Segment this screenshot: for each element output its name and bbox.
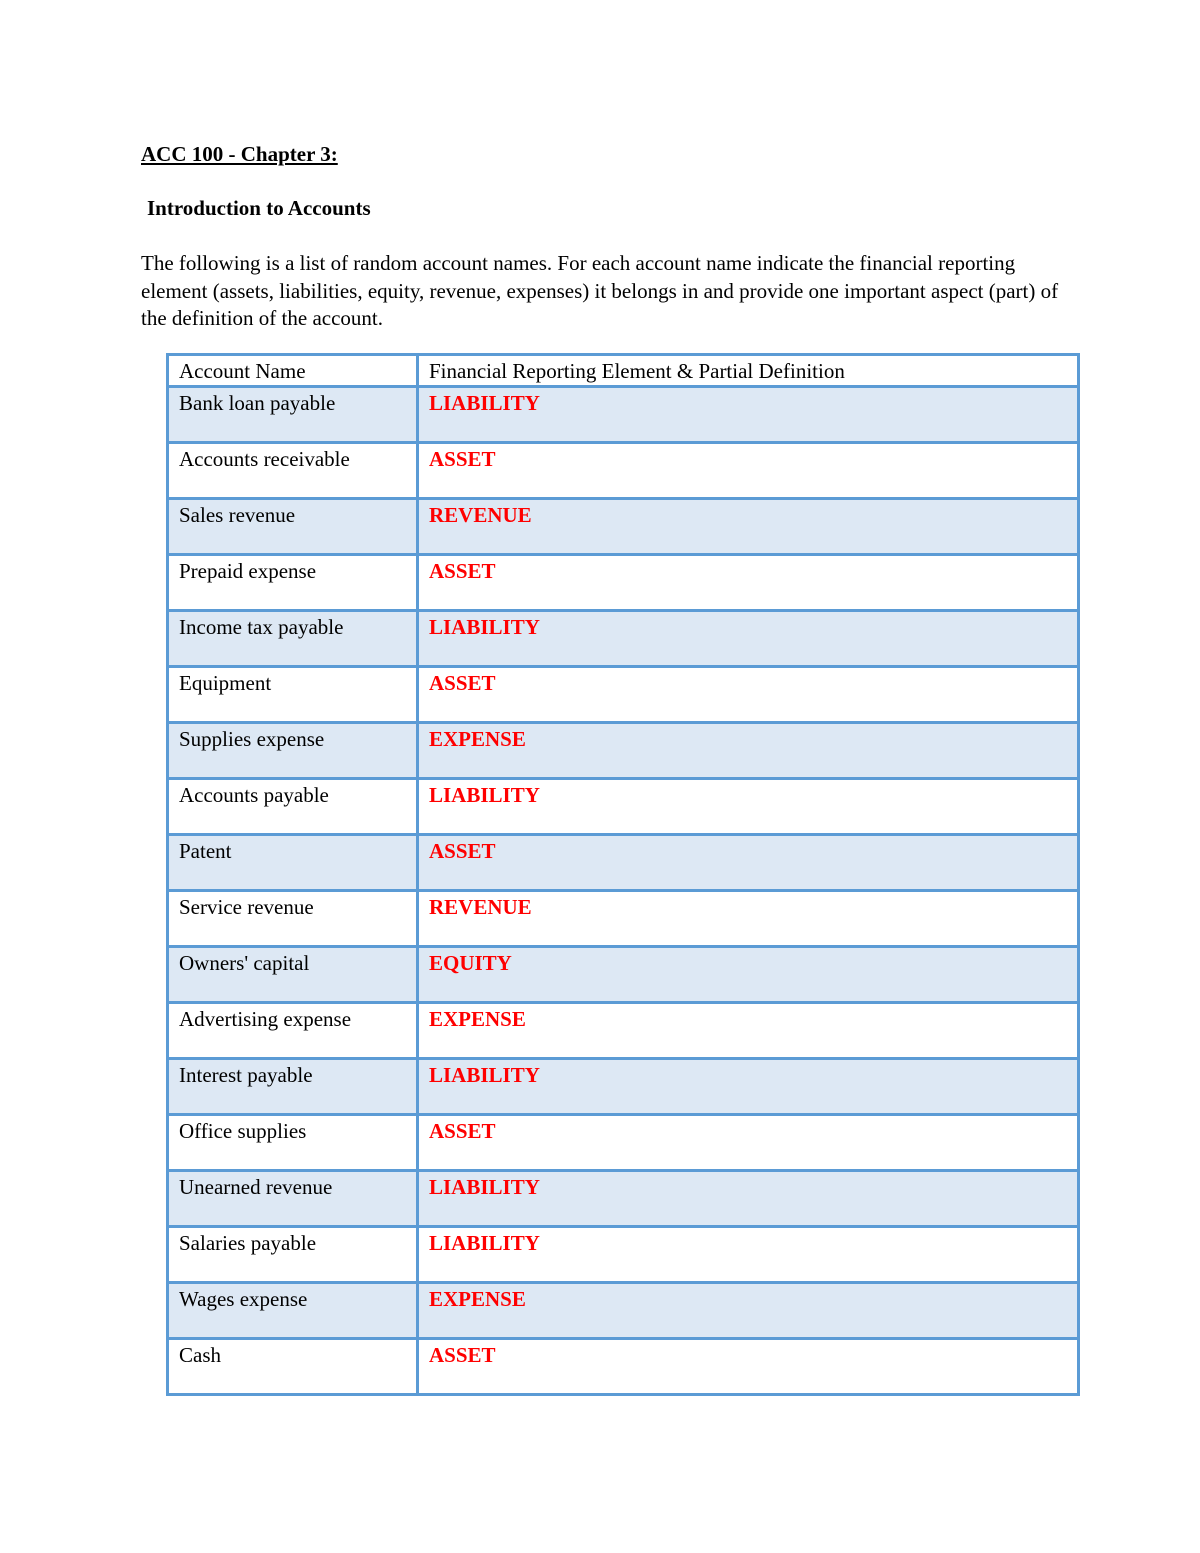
table-row — [168, 1059, 1079, 1115]
account-name-cell: Bank loan payable — [168, 387, 418, 443]
element-cell: LIABILITY — [418, 387, 1079, 443]
table-row — [168, 1115, 1079, 1171]
table-row — [168, 667, 1079, 723]
element-cell: EXPENSE — [418, 1283, 1079, 1339]
table-row — [168, 387, 1079, 443]
table-row — [168, 947, 1079, 1003]
element-cell: LIABILITY — [418, 1171, 1079, 1227]
table-row — [168, 1003, 1079, 1059]
element-cell: ASSET — [418, 667, 1079, 723]
element-cell: REVENUE — [418, 891, 1079, 947]
element-cell: LIABILITY — [418, 779, 1079, 835]
element-cell: ASSET — [418, 555, 1079, 611]
table-row — [168, 891, 1079, 947]
table-row — [168, 499, 1079, 555]
account-name-cell: Sales revenue — [168, 499, 418, 555]
account-name-cell: Supplies expense — [168, 723, 418, 779]
element-cell: REVENUE — [418, 499, 1079, 555]
table-header-row — [168, 355, 1079, 387]
account-name-cell: Service revenue — [168, 891, 418, 947]
account-name-cell: Office supplies — [168, 1115, 418, 1171]
header-element-definition: Financial Reporting Element & Partial Definition — [418, 355, 1079, 387]
element-cell: EQUITY — [418, 947, 1079, 1003]
element-cell: LIABILITY — [418, 1059, 1079, 1115]
element-cell: EXPENSE — [418, 723, 1079, 779]
account-name-cell: Cash — [168, 1339, 418, 1395]
account-name-cell: Accounts payable — [168, 779, 418, 835]
table-row — [168, 835, 1079, 891]
account-name-cell: Equipment — [168, 667, 418, 723]
table-row — [168, 555, 1079, 611]
header-account-name: Account Name — [168, 355, 418, 387]
section-title: Introduction to Accounts — [147, 196, 371, 220]
account-name-cell: Unearned revenue — [168, 1171, 418, 1227]
table-row — [168, 779, 1079, 835]
table-row — [168, 443, 1079, 499]
account-name-cell: Patent — [168, 835, 418, 891]
account-name-cell: Salaries payable — [168, 1227, 418, 1283]
instructions-paragraph: The following is a list of random account names. For each account name indicate the financial reporting element (assets, liabilities, equity, revenue, expenses) it belongs in and provide one important aspect (part) of the definition of the account. — [141, 251, 1059, 330]
account-name-cell: Prepaid expense — [168, 555, 418, 611]
page-title: ACC 100 - Chapter 3: — [141, 142, 338, 166]
table-row — [168, 611, 1079, 667]
accounts-table — [166, 353, 1080, 1396]
element-cell: LIABILITY — [418, 611, 1079, 667]
table-row — [168, 723, 1079, 779]
table-row — [168, 1227, 1079, 1283]
account-name-cell: Accounts receivable — [168, 443, 418, 499]
account-name-cell: Wages expense — [168, 1283, 418, 1339]
table-row — [168, 1283, 1079, 1339]
element-cell: ASSET — [418, 1115, 1079, 1171]
account-name-cell: Interest payable — [168, 1059, 418, 1115]
table-row — [168, 1339, 1079, 1395]
element-cell: ASSET — [418, 443, 1079, 499]
account-name-cell: Owners' capital — [168, 947, 418, 1003]
account-name-cell: Income tax payable — [168, 611, 418, 667]
element-cell: ASSET — [418, 1339, 1079, 1395]
table-row — [168, 1171, 1079, 1227]
element-cell: LIABILITY — [418, 1227, 1079, 1283]
account-name-cell: Advertising expense — [168, 1003, 418, 1059]
element-cell: EXPENSE — [418, 1003, 1079, 1059]
element-cell: ASSET — [418, 835, 1079, 891]
